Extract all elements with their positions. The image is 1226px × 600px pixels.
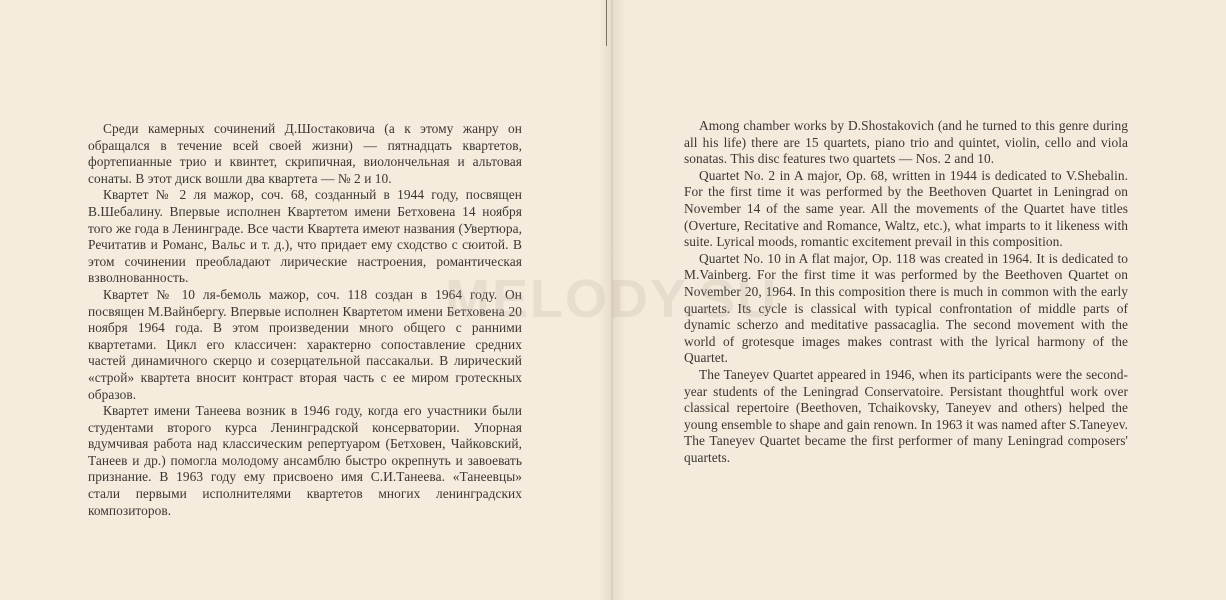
page-fold-shadow [598,0,626,600]
russian-paragraph-quartet-10: Квартет № 10 ля-бемоль мажор, соч. 118 создан в 1964 году. Он посвящен М.Вайнбергу. Впервые исполнен Квартетом имени Бетховена 20 ноября 1964 года. В этом произведении много общего с ранними квартетами. Цикл его классичен: характерно сопоставление средних частей динамичного скерцо и созерцательной пассакальи. В лирический «строй» квартета вносит контраст вторая часть с ее миром гротескных образов. [88,286,522,402]
russian-paragraph-intro: Среди камерных сочинений Д.Шостаковича (а к этому жанру он обращался в течение всей своей жизни) — пятнадцать квартетов, фортепианные трио и квинтет, скрипичная, виолончельная и альтовая сонаты. В этот диск вошли два квартета — № 2 и 10. [88,121,522,186]
page-crease-line [606,0,607,46]
english-text-block [684,118,1128,466]
english-paragraph-taneyev-quartet: The Taneyev Quartet appeared in 1946, when its participants were the second-year students of the Leningrad Conservatoire. Persistant thoughtful work over classical repertoire (Beethoven, Tchaikovsky, Taneyev and others) helped the young ensemble to shape and gain renown. In 1963 it was named after S.Taneyev. The Taneyev Quartet became the first performer of many Leningrad composers' quartets. [684,366,1128,465]
russian-paragraph-taneyev-quartet: Квартет имени Танеева возник в 1946 году, когда его участники были студентами второго курса Ленинградской консерватории. Упорная вдумчивая работа над классическим репертуаром (Бетховен, Чайковский, Танеев и др.) помогла молодому ансамблю быстро окрепнуть и завоевать признание. В 1963 году ему присвоено имя С.И.Танеева. «Танеевцы» стали первыми исполнителями квартетов многих ленинградских композиторов. [88,403,522,518]
left-page [0,0,612,600]
english-paragraph-quartet-10: Quartet No. 10 in A flat major, Op. 118 was created in 1964. It is dedicated to M.Vainberg. For the first time it was performed by the Beethoven Quartet on November 20, 1964. In this composition there is much in common with the early quartets. Its cycle is classical with typical confrontation of middle parts of dynamic scherzo and meditative passacaglia. The second movement with the world of grotesque images makes contrast with the lyrical harmony of the Quartet. [684,250,1128,366]
russian-text-block [88,121,522,519]
russian-paragraph-quartet-2: Квартет № 2 ля мажор, соч. 68, созданный в 1944 году, посвящен В.Шебалину. Впервые исполнен Квартетом имени Бетховена 14 ноября того же года в Ленинграде. Все части Квартета имеют названия (Увертюра, Речитатив и Романс, Вальс и т. д.), что придает ему сходство с сюитой. В этом сочинении преобладают лирические настроения, романтическая взволнованность. [88,187,522,286]
english-paragraph-intro: Among chamber works by D.Shostakovich (and he turned to this genre during all his life) there are 15 quartets, piano trio and quintet, violin, cello and viola sonatas. This disc features two quartets — Nos. 2 and 10. [684,118,1128,167]
english-paragraph-quartet-2: Quartet No. 2 in A major, Op. 68, written in 1944 is dedicated to V.Shebalin. For the first time it was performed by the Beethoven Quartet in Leningrad on November 14 of the same year. All the movements of the Quartet have titles (Overture, Recitative and Romance, Waltz, etc.), what imparts to it likeness with suite. Lyrical moods, romantic excitement prevail in this composition. [684,167,1128,250]
